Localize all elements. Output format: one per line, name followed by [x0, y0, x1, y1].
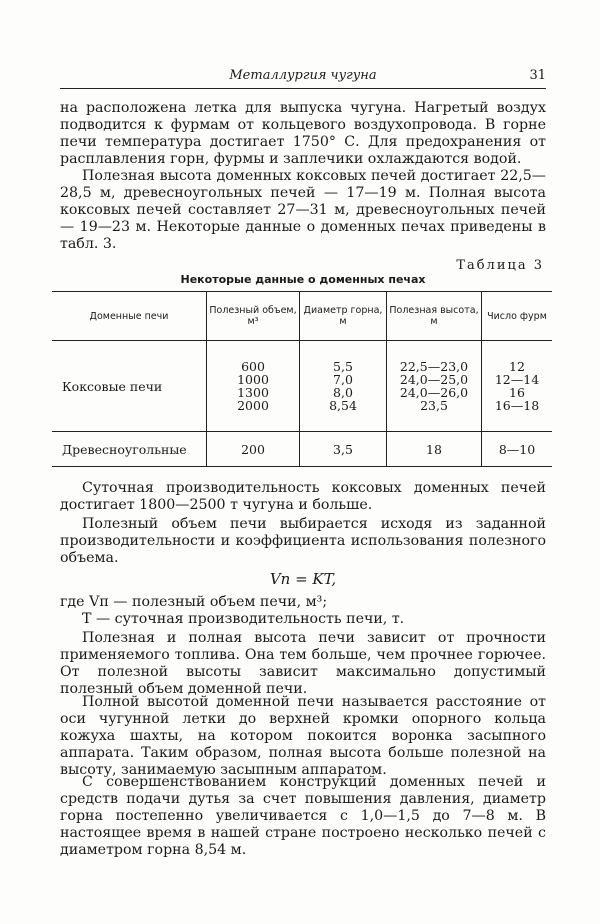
paragraph-2: Полезная высота доменных коксовых печей достигает 22,5—28,5 м, древесноугольных печей — 17—19 м. Полная высота коксовых печей составляет 27—31 м, древесноугольных печей — 19—23 м. Некоторые данные о доменных печах приведены в табл. 3.: [60, 168, 546, 252]
column-header: Полезная высота, м: [387, 292, 482, 341]
paragraph-7: С совершенствованием конструкций доменных печей и средств подачи дутья за счет повышения давления, диаметр горна постепенно увеличивается с 1,0—1,5 до 7—8 м. В настоящее время в нашей стране построено несколько печей с диаметром горна 8,54 м.: [60, 774, 546, 858]
table-label: Таблица 3: [456, 258, 544, 273]
column-header: Диаметр горна, м: [300, 292, 387, 341]
column-header: Полезный объем, м³: [207, 292, 300, 341]
table-row: [52, 341, 552, 432]
paragraph-5: Полезная и полная высота печи зависит от прочности применяемого топлива. Она тем больше, чем прочнее горючее. От полезной высоты зависит максимально допустимый полезный объем доменной печи.: [60, 630, 546, 697]
data-table: [52, 291, 552, 467]
paragraph-6: Полной высотой доменной печи называется расстояние от оси чугунной летки до верхней кромки опорного кольца кожуха шахты, на котором покоится воронка засыпного аппарата. Таким образом, полная высота больше полезной на высоту, занимаемую засыпным аппаратом.: [60, 694, 546, 778]
running-header: [60, 62, 546, 89]
where-line-1: где Vп — полезный объем печи, м³;: [60, 594, 328, 610]
table-title: Некоторые данные о доменных печах: [180, 273, 426, 286]
where-line-2: T — суточная производительность печи, т.: [82, 611, 405, 627]
formula: Vп = KT,: [269, 570, 337, 588]
row-name: Коксовые печи: [62, 378, 163, 394]
paragraph-1: на расположена летка для выпуска чугуна. Нагретый воздух подводится к фурмам от кольцевого воздухопровода. В горне печи температура достигает 1750° С. Для предохранения от расплавления горн, фурмы и заплечики охлаждаются водой.: [60, 100, 546, 167]
volume-cell: 600 1000 1300 2000: [207, 341, 300, 432]
diameter-cell: 3,5: [300, 432, 387, 467]
tuyeres-cell: 12 12—14 16 16—18: [482, 341, 553, 432]
table-row: [52, 432, 552, 467]
volume-cell: 200: [207, 432, 300, 467]
diameter-cell: 5,5 7,0 8,0 8,54: [300, 341, 387, 432]
tuyeres-cell: 8—10: [482, 432, 553, 467]
running-title: Металлургия чугуна: [229, 68, 377, 83]
column-header: Число фурм: [482, 292, 553, 341]
row-name: Древесноугольные: [52, 432, 207, 467]
height-cell: 18: [387, 432, 482, 467]
height-cell: 22,5—23,0 24,0—25,0 24,0—26,0 23,5: [387, 341, 482, 432]
page-number: 31: [529, 68, 546, 83]
column-header: Доменные печи: [52, 292, 207, 341]
paragraph-4: Полезный объем печи выбирается исходя из заданной производительности и коэффициента использования полезного объема.: [60, 516, 546, 566]
paragraph-3: Суточная производительность коксовых доменных печей достигает 1800—2500 т чугуна и больше.: [60, 480, 546, 513]
